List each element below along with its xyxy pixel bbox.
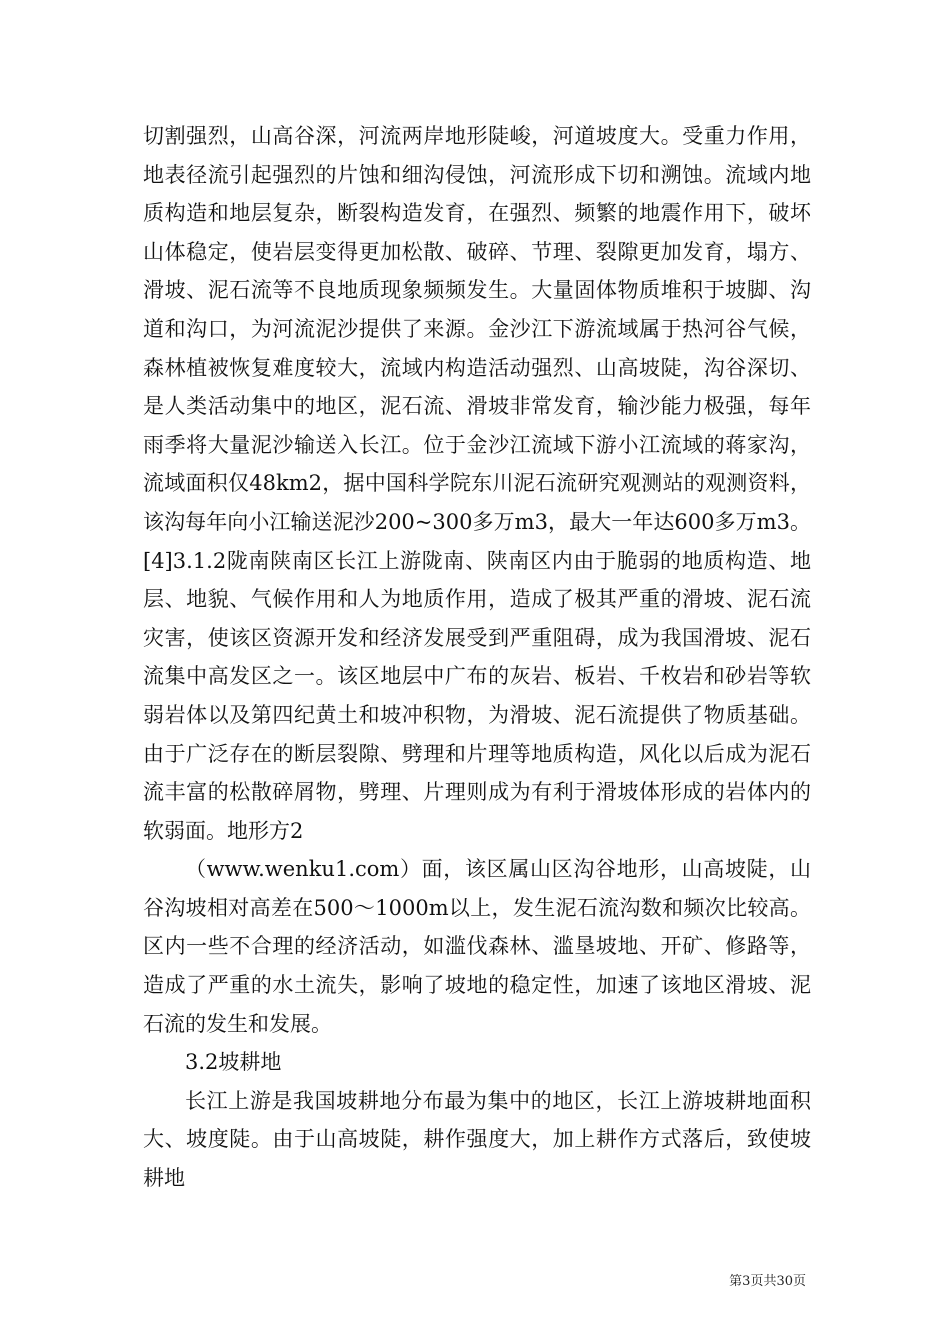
- paragraph-continued: 切割强烈，山高谷深，河流两岸地形陡峻，河道坡度大。受重力作用，地表径流引起强烈的片蚀和细沟侵蚀，河流形成下切和溯蚀。流域内地质构造和地层复杂，断裂构造发育，在强烈、频繁的地震作用下，破坏山体稳定，使岩层变得更加松散、破碎、节理、裂隙更加发育，塌方、滑坡、泥石流等不良地质现象频频发生。大量固体物质堆积于坡脚、沟道和沟口，为河流泥沙提供了来源。金沙江下游流域属于热河谷气候，森林植被恢复难度较大，流域内构造活动强烈、山高坡陡，沟谷深切、是人类活动集中的地区，泥石流、滑坡非常发育，输沙能力极强，每年雨季将大量泥沙输送入长江。位于金沙江流域下游小江流域的蒋家沟，流域面积仅48km2，据中国科学院东川泥石流研究观测站的观测资料，该沟每年向小江输送泥沙200~300多万m3，最大一年达600多万m3。[4]3.1.2陇南陕南区长江上游陇南、陕南区内由于脆弱的地质构造、地层、地貌、气候作用和人为地质作用，造成了极其严重的滑坡、泥石流灾害，使该区资源开发和经济发展受到严重阻碍，成为我国滑坡、泥石流集中高发区之一。该区地层中广布的灰岩、板岩、千枚岩和砂岩等软弱岩体以及第四纪黄土和坡冲积物，为滑坡、泥石流提供了物质基础。由于广泛存在的断层裂隙、劈理和片理等地质构造，风化以后成为泥石流丰富的松散碎屑物，劈理、片理则成为有利于滑坡体形成的岩体内的软弱面。地形方2: [143, 124, 811, 843]
- body-text: [143, 117, 811, 1198]
- section-heading: 3.2坡耕地: [185, 1050, 282, 1075]
- paragraph-terrain: （www.wenku1.com）面，该区属山区沟谷地形，山高坡陡，山谷沟坡相对高差在500～1000m以上，发生泥石流沟数和频次比较高。区内一些不合理的经济活动，如滥伐森林、滥垦坡地、开矿、修路等，造成了严重的水土流失，影响了坡地的稳定性，加速了该地区滑坡、泥石流的发生和发展。: [143, 857, 811, 1036]
- page-number: 第3页共30页: [729, 1274, 806, 1289]
- paragraph-slope-farmland: 长江上游是我国坡耕地分布最为集中的地区，长江上游坡耕地面积大、坡度陡。由于山高坡陡，耕作强度大，加上耕作方式落后，致使坡耕地: [143, 1088, 811, 1191]
